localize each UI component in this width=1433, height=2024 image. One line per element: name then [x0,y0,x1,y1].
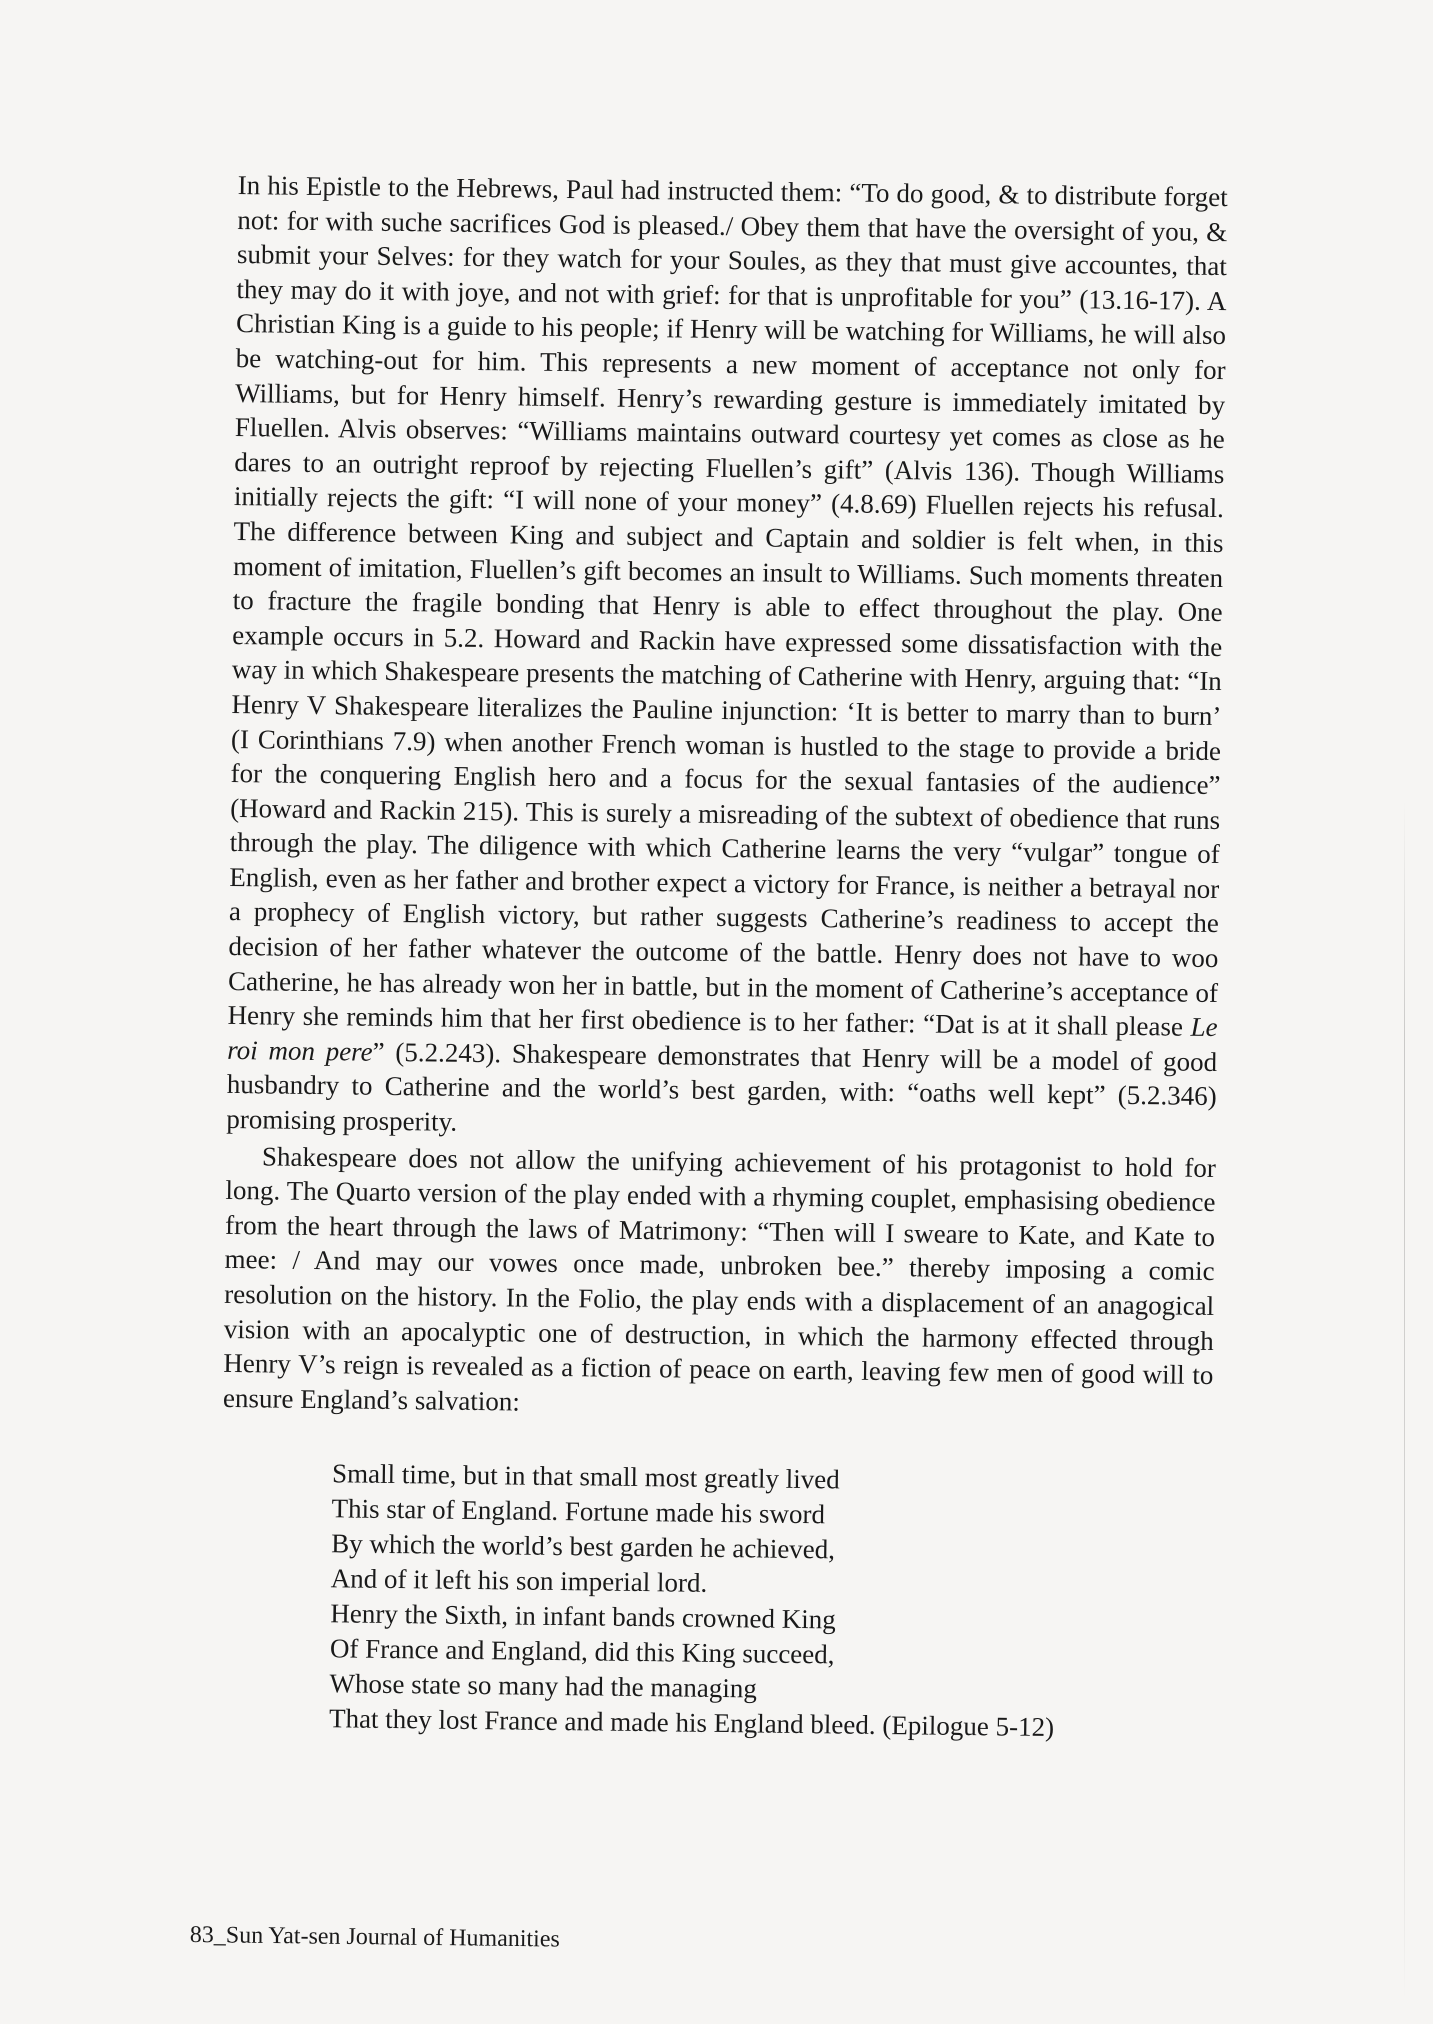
verse-line: Henry the Sixth, in infant bands crowned King [330,1598,836,1635]
italic-quote: Le roi mon pere [227,1011,1218,1067]
verse-line: By which the world’s best garden he achieved, [331,1528,836,1565]
verse-quotation [329,1457,1212,1748]
paragraph-1-tail: ” (5.2.243). Shakespeare demonstrates that Henry will be a model of good husbandry to Catherine and the world’s best garden, with: “oaths well kept” (5.2.346) promising prosperity. [226,1036,1218,1137]
verse-line: Of France and England, did this King succeed, [329,1633,835,1670]
verse-line: Small time, but in that small most greatly lived [331,1458,840,1495]
paragraph-1-text: In his Epistle to the Hebrews, Paul had instructed them: “To do good, & to distribute forget not: for with suche sacrifices God is pleased./ Obey them that have the oversight of you, & submit your Selves: for they watch for your Soules, as they that must give accountes, that they may do it with joye, and not with grief: for that is unprofitable for you” (13.16-17). A Christian King is a guide to his people; if Henry will be watching for Williams, he will also be watching-out for him. This represents a new moment of acceptance not only for Williams, but for Henry himself. Henry’s rewarding gesture is immediately imitated by Fluellen. Alvis observes: “Williams maintains outward courtesy yet comes as close as he dares to an outright reproof by rejecting Fluellen’s gift” (Alvis 136). Though Williams initially rejects the gift: “I will none of your money” (4.8.69) Fluellen rejects his refusal. The difference between King and subject and Captain and soldier is felt when, in this moment of imitation, Fluellen’s gift becomes an insult to Williams. Such moments threaten to fracture the fragile bonding that Henry is able to effect throughout the play. One example occurs in 5.2. Howard and Rackin have expressed some dissatisfaction with the way in which Shakespeare presents the matching of Catherine with Henry, arguing that: “In Henry V Shakespeare literalizes the Pauline injunction: ‘It is better to marry than to burn’ (I Corinthians 7.9) when another French woman is hustled to the stage to provide a bride for the conquering English hero and a focus for the sexual fantasies of the audience” (Howard and Rackin 215). This is surely a misreading of the subtext of obedience that runs through the play. The diligence with which Catherine learns the very “vulgar” tongue of English, even as her father and brother expect a victory for France, is neither a betrayal nor a prophecy of English victory, but rather suggests Catherine’s readiness to accept the decision of her father whatever the outcome of the battle. Henry does not have to woo Catherine, he has already won her in battle, but in the moment of Catherine’s acceptance of Henry she reminds him that her first obedience is to her father: “Dat is at it shall please [227,169,1228,1042]
scan-edge-shadow [1404,800,1405,2000]
verse-line: Whose state so many had the managing [329,1668,758,1704]
body-text [219,168,1228,1747]
page-footer: 83_Sun Yat-sen Journal of Humanities [189,1922,560,1953]
paragraph-2: Shakespeare does not allow the unifying achievement of his protagonist to hold for long. The Quarto version of the play ended with a rhyming couplet, emphasising obedience from the heart through the laws of Matrimony: “Then will I sweare to Kate, and Kate to mee: / And may our vowes once made, unbroken bee.” thereby imposing a comic resolution on the history. In the Folio, the play ends with a displacement of an anagogical vision with an apocalyptic one of destruction, in which the harmony effected through Henry V’s reign is revealed as a fiction of peace on earth, leaving few men of good will to ensure England’s salvation: [222,1140,1217,1417]
verse-line: This star of England. Fortune made his sword [331,1493,826,1530]
verse-line: That they lost France and made his England bleed. (Epilogue 5-12) [328,1703,1055,1743]
paragraph-1 [226,168,1228,1149]
verse-line: And of it left his son imperial lord. [330,1563,708,1599]
